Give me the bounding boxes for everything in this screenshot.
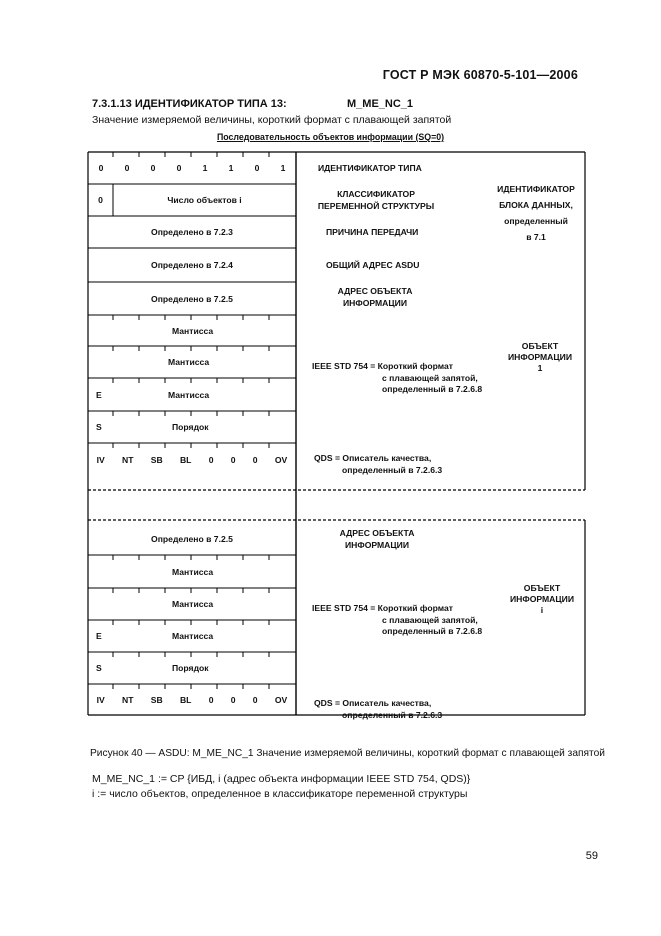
ioa-text-i: Определено в 7.2.5 bbox=[151, 533, 233, 544]
ioa-text: Определено в 7.2.5 bbox=[151, 293, 233, 304]
type-bit: 0 bbox=[150, 163, 156, 173]
sign-s-bit-i: S bbox=[96, 663, 102, 673]
mantissa-i-3: Мантисса bbox=[172, 631, 214, 641]
type-bit: 0 bbox=[254, 163, 260, 173]
qds-bit: BL bbox=[179, 694, 192, 705]
qds-bit: SB bbox=[150, 694, 163, 705]
sign-s-bit: S bbox=[96, 422, 102, 432]
ieee-line: IEEE STD 754 = Короткий формат bbox=[312, 361, 453, 371]
qds-bit: 0 bbox=[230, 694, 236, 705]
dui-line: определенный bbox=[504, 216, 568, 226]
ca-text: Определено в 7.2.4 bbox=[151, 260, 233, 270]
info-object-1-label bbox=[492, 341, 588, 374]
section-subtitle: Значение измеряемой величины, короткий формат с плавающей запятой bbox=[92, 114, 452, 126]
ieee-line: определенный в 7.2.6.8 bbox=[382, 626, 483, 636]
dui-line: в 7.1 bbox=[526, 232, 546, 242]
type-id-label: ИДЕНТИФИКАТОР ТИПА bbox=[318, 163, 422, 173]
qds-line: QDS = Описатель качества, bbox=[314, 453, 432, 463]
qds-bit: 0 bbox=[208, 455, 214, 465]
ieee-line: с плавающей запятой, bbox=[382, 614, 478, 625]
sign-e-bit: E bbox=[96, 389, 102, 400]
ioa-line: АДРЕС ОБЪЕКТА bbox=[339, 528, 415, 538]
obj-line: ИНФОРМАЦИИ bbox=[509, 594, 575, 604]
obj-index: i bbox=[540, 605, 544, 615]
type-id-bits bbox=[88, 152, 296, 184]
type-bit: 1 bbox=[202, 163, 208, 173]
obj-line: ОБЪЕКТ bbox=[523, 583, 561, 593]
qds-bit: OV bbox=[274, 455, 288, 465]
qds-bits-i bbox=[88, 684, 296, 715]
formula-note: i := число объектов, определенное в классификаторе переменной структуры bbox=[92, 788, 468, 800]
qds-bit: OV bbox=[274, 694, 288, 705]
dui-line: БЛОКА ДАННЫХ, bbox=[499, 200, 573, 210]
ieee-description-i bbox=[312, 603, 512, 638]
ca-label: ОБЩИЙ АДРЕС ASDU bbox=[326, 260, 420, 270]
ieee-line: определенный в 7.2.6.8 bbox=[382, 384, 483, 394]
exponent-i: Порядок bbox=[172, 663, 209, 673]
mantissa-i-2: Мантисса bbox=[172, 599, 214, 609]
qds-bit: 0 bbox=[252, 455, 258, 465]
qds-bit: 0 bbox=[208, 694, 214, 705]
info-object-i-label bbox=[494, 583, 590, 616]
ioa-line: ИНФОРМАЦИИ bbox=[344, 540, 410, 550]
mantissa-i-1: Мантисса bbox=[172, 566, 214, 577]
qds-bit: BL bbox=[179, 455, 192, 465]
mantissa-1 bbox=[88, 315, 352, 346]
diagram-title: Последовательность объектов информации (SQ=0) bbox=[216, 132, 445, 142]
type-bit: 1 bbox=[280, 163, 286, 173]
cot-text: Определено в 7.2.3 bbox=[151, 227, 233, 237]
vsq-label: КЛАССИФИКАТОР ПЕРЕМЕННОЙ СТРУКТУРЫ bbox=[317, 189, 435, 211]
obj-index: 1 bbox=[537, 363, 543, 373]
formula-definition: M_ME_NC_1 := CP {ИБД, i (адрес объекта информации IEEE STD 754, QDS)} bbox=[92, 773, 471, 785]
qds-bits bbox=[88, 443, 296, 477]
qds-bit: 0 bbox=[252, 694, 258, 705]
mantissa-3: Мантисса bbox=[168, 389, 210, 400]
type-bit: 1 bbox=[228, 163, 234, 173]
exponent: Порядок bbox=[172, 422, 209, 432]
document-header: ГОСТ Р МЭК 60870-5-101—2006 bbox=[382, 68, 578, 82]
ieee-description bbox=[312, 361, 512, 396]
qds-bit: 0 bbox=[230, 455, 236, 465]
qds-bit: NT bbox=[122, 455, 134, 465]
qds-bit: SB bbox=[150, 455, 163, 465]
obj-line: ИНФОРМАЦИИ bbox=[507, 352, 573, 362]
cot-label: ПРИЧИНА ПЕРЕДАЧИ bbox=[326, 227, 419, 237]
section-number: 7.3.1.13 ИДЕНТИФИКАТОР ТИПА 13: bbox=[92, 98, 287, 110]
mantissa-2: Мантисса bbox=[168, 357, 210, 367]
figure-caption: Рисунок 40 — ASDU: M_ME_NC_1 Значение измеряемой величины, короткий формат с плавающей запятой bbox=[90, 748, 605, 759]
qds-line: определенный в 7.2.6.3 bbox=[342, 464, 443, 475]
ioa-line: ИНФОРМАЦИИ bbox=[342, 298, 408, 308]
type-bit: 0 bbox=[98, 163, 104, 173]
ieee-line: с плавающей запятой, bbox=[382, 372, 478, 383]
mantissa-label: Мантисса bbox=[172, 325, 214, 336]
qds-bit: IV bbox=[96, 455, 105, 465]
qds-line: QDS = Описатель качества, bbox=[314, 698, 432, 708]
qds-bit: IV bbox=[96, 694, 105, 705]
qds-description-i bbox=[314, 698, 514, 721]
data-unit-identifier-label bbox=[488, 183, 584, 243]
qds-description bbox=[314, 453, 514, 476]
ioa-label-i bbox=[302, 527, 452, 551]
ioa-line: АДРЕС ОБЪЕКТА bbox=[337, 286, 413, 296]
qds-bit: NT bbox=[122, 694, 134, 705]
sign-e-bit-i: E bbox=[96, 631, 102, 641]
ieee-line: IEEE STD 754 = Короткий формат bbox=[312, 603, 453, 613]
dui-line: ИДЕНТИФИКАТОР bbox=[497, 184, 575, 194]
type-bit: 0 bbox=[176, 163, 182, 173]
qds-line: определенный в 7.2.6.3 bbox=[342, 709, 443, 720]
section-type-code: M_ME_NC_1 bbox=[347, 98, 414, 110]
page-number: 59 bbox=[585, 850, 598, 862]
obj-line: ОБЪЕКТ bbox=[521, 341, 559, 351]
type-bit: 0 bbox=[124, 163, 130, 173]
vsq-number-text: Число объектов i bbox=[167, 195, 242, 205]
vsq-sq-bit: 0 bbox=[98, 195, 103, 205]
ioa-label bbox=[300, 285, 450, 309]
